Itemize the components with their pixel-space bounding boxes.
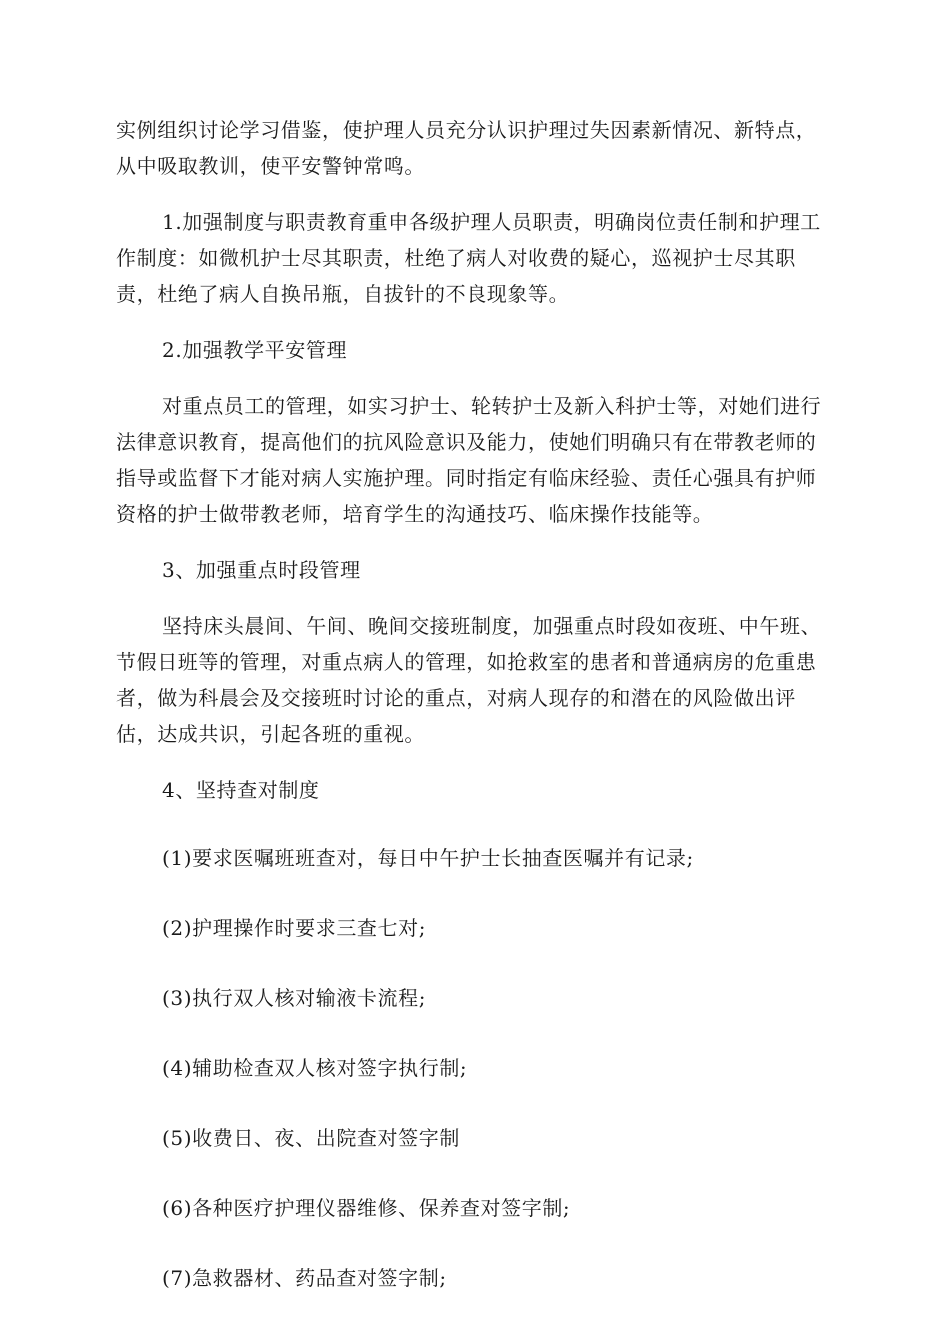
- checklist-item-5: (5)收费日、夜、出院查对签字制: [162, 1126, 460, 1150]
- checklist-item-4: (4)辅助检查双人核对签字执行制;: [162, 1056, 468, 1080]
- heading-key-periods: 3、加强重点时段管理: [162, 558, 361, 582]
- paragraph-shift-handover: 坚持床头晨间、午间、晚间交接班制度，加强重点时段如夜班、中午班、节假日班等的管理，对重点病人的管理，如抢救室的患者和普通病房的危重患者，做为科晨会及交接班时讨论的重点，对病人现存的和潜在的风险做出评估，达成共识，引起各班的重视。: [116, 614, 822, 746]
- heading-teaching-safety: 2.加强教学平安管理: [162, 338, 348, 362]
- paragraph-duty-education: 1.加强制度与职责教育重申各级护理人员职责，明确岗位责任制和护理工作制度：如微机护士尽其职责，杜绝了病人对收费的疑心，巡视护士尽其职责，杜绝了病人自换吊瓶，自拔针的不良现象等。: [116, 210, 821, 306]
- checklist-item-6: (6)各种医疗护理仪器维修、保养查对签字制;: [162, 1196, 571, 1220]
- paragraph-key-staff: 对重点员工的管理，如实习护士、轮转护士及新入科护士等，对她们进行法律意识教育，提高他们的抗风险意识及能力，使她们明确只有在带教老师的指导或监督下才能对病人实施护理。同时指定有临床经验、责任心强具有护师资格的护士做带教老师，培育学生的沟通技巧、临床操作技能等。: [116, 394, 822, 526]
- heading-check-system: 4、坚持查对制度: [162, 778, 320, 802]
- checklist-item-3: (3)执行双人核对输液卡流程;: [162, 986, 427, 1010]
- checklist-item-1: (1)要求医嘱班班查对，每日中午护士长抽查医嘱并有记录;: [162, 846, 694, 870]
- document-body: [116, 112, 834, 1296]
- checklist-item-7: (7)急救器材、药品查对签字制;: [162, 1266, 447, 1290]
- checklist-item-2: (2)护理操作时要求三查七对;: [162, 916, 427, 940]
- paragraph-continuation: 实例组织讨论学习借鉴，使护理人员充分认识护理过失因素新情况、新特点，从中吸取教训，使平安警钟常鸣。: [116, 118, 817, 178]
